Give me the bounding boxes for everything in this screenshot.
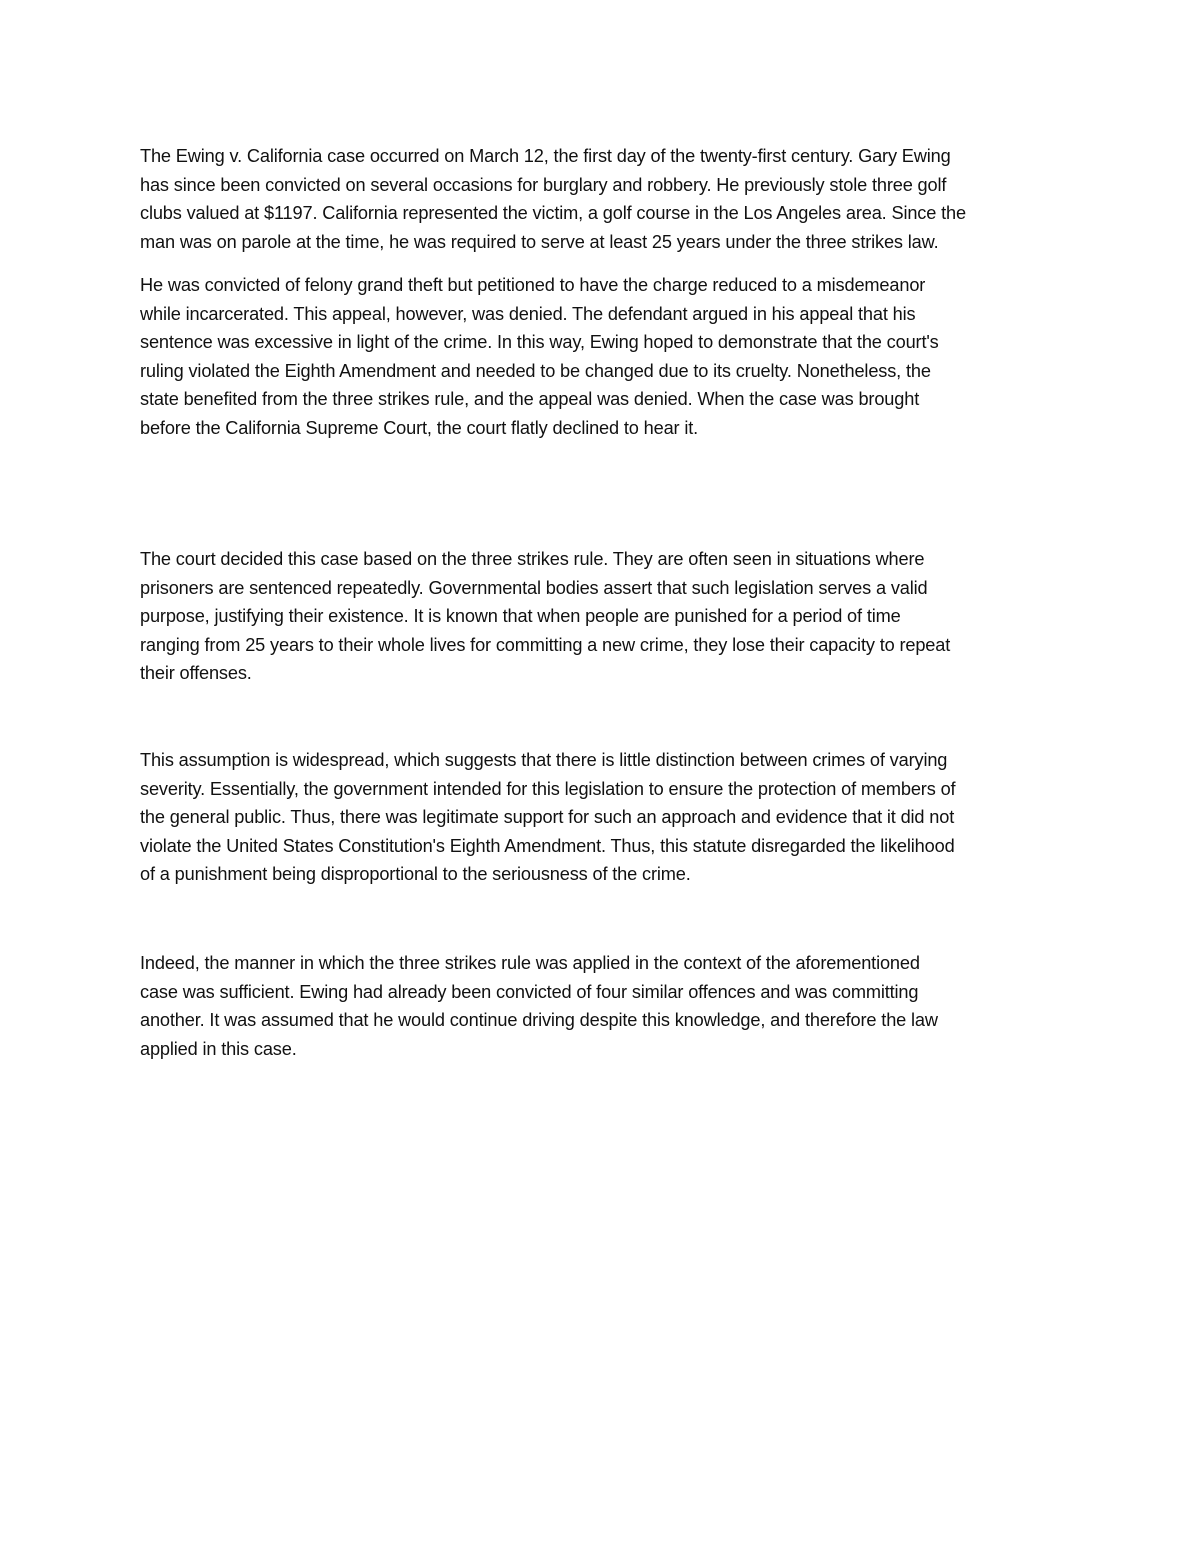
paragraph-assumption (140, 746, 1070, 889)
text-line: ranging from 25 years to their whole lives for committing a new crime, they lose their capacity to repeat (140, 634, 951, 655)
text-line: severity. Essentially, the government intended for this legislation to ensure the protection of members of (140, 778, 956, 799)
text-line: their offenses. (140, 663, 252, 683)
text-line: case was sufficient. Ewing had already been convicted of four similar offences and was committing (140, 981, 919, 1002)
paragraph-case-background (140, 142, 1070, 256)
text-line: clubs valued at $1197. California represented the victim, a golf course in the Los Angeles area. Since the (140, 203, 966, 223)
text-line: The Ewing v. California case occurred on March 12, the first day of the twenty-first century. Gary Ewing (140, 146, 951, 166)
paragraph-appeal (140, 271, 1070, 442)
text-line: purpose, justifying their existence. It is known that when people are punished for a period of time (140, 606, 901, 626)
text-line: man was on parole at the time, he was required to serve at least 25 years under the three strikes law. (140, 231, 939, 252)
text-line: violate the United States Constitution's Eighth Amendment. Thus, this statute disregarded the likelihood (140, 835, 955, 856)
text-line: The court decided this case based on the three strikes rule. They are often seen in situations where (140, 549, 925, 569)
text-line: This assumption is widespread, which suggests that there is little distinction between crimes of varying (140, 750, 948, 770)
text-line: state benefited from the three strikes rule, and the appeal was denied. When the case was brought (140, 389, 920, 409)
paragraph-three-strikes-rule (140, 545, 1070, 688)
text-line: Indeed, the manner in which the three strikes rule was applied in the context of the aforementioned (140, 953, 920, 973)
text-line: while incarcerated. This appeal, however, was denied. The defendant argued in his appeal that his (140, 303, 916, 324)
text-line: of a punishment being disproportional to the seriousness of the crime. (140, 864, 691, 884)
text-line: the general public. Thus, there was legitimate support for such an approach and evidence that it did not (140, 807, 955, 827)
text-line: He was convicted of felony grand theft but petitioned to have the charge reduced to a misdemeanor (140, 275, 926, 295)
text-line: another. It was assumed that he would continue driving despite this knowledge, and therefore the law (140, 1010, 938, 1030)
text-line: before the California Supreme Court, the court flatly declined to hear it. (140, 417, 699, 438)
text-line: has since been convicted on several occasions for burglary and robbery. He previously stole three golf (140, 174, 947, 195)
text-line: ruling violated the Eighth Amendment and needed to be changed due to its cruelty. Nonetheless, the (140, 360, 931, 381)
text-line: prisoners are sentenced repeatedly. Governmental bodies assert that such legislation serves a valid (140, 577, 928, 598)
text-line: applied in this case. (140, 1038, 297, 1059)
paragraph-conclusion (140, 949, 1070, 1063)
text-line: sentence was excessive in light of the crime. In this way, Ewing hoped to demonstrate that the court's (140, 332, 939, 352)
